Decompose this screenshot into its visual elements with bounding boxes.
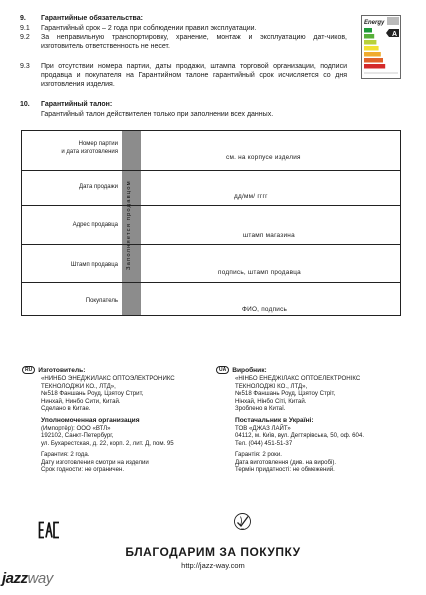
ua-supplier-line: ТОВ «ДЖАЗ ЛАЙТ» [235, 424, 291, 432]
ru-line: №518 Фаншань Роуд, Цзятоу Стрит, [41, 390, 144, 397]
row-divider [22, 205, 400, 206]
ru-org-line: (Импортёр): ООО «ВТЛ» [41, 424, 111, 432]
ru-org-title: Уполномоченная организация [41, 416, 140, 424]
ua-line: №518 Фаншань Роуд, Цзятоу Стріт, [235, 390, 336, 397]
section-10-heading [20, 100, 112, 109]
energy-word: Energy [364, 20, 385, 26]
ru-org-line: 192102, Санкт-Петербург, [41, 432, 114, 439]
ru-org-line: ул. Бухарестская, д. 22, корп. 2, лит. Д, пом. 95 [41, 439, 174, 447]
ru-warranty-line: Дату изготовления смотри на изделии [41, 458, 149, 466]
row-label-buyer: Покупатель [85, 298, 118, 304]
ua-badge: UA [216, 366, 229, 374]
row-hint-seller-stamp: подпись, штамп продавца [218, 269, 301, 276]
energy-bar [364, 52, 381, 57]
energy-bar [364, 46, 379, 51]
ua-line: Зроблено в Китаї. [235, 405, 286, 412]
row-label-sale-date: Дата продажи [79, 184, 118, 190]
logo-part-a: jazz [2, 570, 28, 587]
ua-manufacturer-block [216, 366, 404, 474]
warranty-card-table [21, 130, 401, 316]
warranty-item-text: За неправильную транспортировку, хранение, монтаж и эксплуатацию дат-чиков, изготовитель ответственность не несет. [41, 34, 347, 50]
ua-supplier-line: Тел. (044) 451-51-37 [235, 439, 293, 447]
ru-line: Нинхай, Нинбо Сити, Китай. [41, 397, 121, 405]
row-label-batch: Номер партии и дата изготовления [61, 141, 118, 155]
section-10-subtitle: Гарантийный талон действителен только при заполнении всех данных. [41, 111, 274, 118]
warranty-item [20, 62, 347, 89]
energy-label-icon [361, 15, 401, 79]
energy-bar [364, 28, 372, 33]
ua-conformity-mark-icon [233, 512, 252, 531]
ru-warranty-line: Срок годности: не ограничен. [41, 466, 125, 473]
ua-warranty-line: Гарантія: 2 роки. [235, 451, 282, 458]
row-hint-buyer: ФИО, подпись [242, 306, 288, 313]
ua-warranty-line: Дата виготовлення (див. на виробі). [235, 458, 337, 466]
warranty-item [20, 24, 347, 33]
warranty-item-number: 9.2 [20, 34, 30, 41]
website-link[interactable]: http://jazz-way.com [181, 561, 245, 570]
energy-bar [364, 40, 376, 45]
row-label-seller-address: Адрес продавца [72, 222, 118, 228]
svg-text:•••: ••• [241, 527, 244, 531]
warranty-item-text: Гарантийный срок – 2 года при соблюдении правил эксплуатации. [41, 25, 257, 32]
row-label-seller-stamp: Штамп продавца [70, 262, 118, 268]
warranty-item [20, 33, 347, 51]
ru-warranty-line: Гарантия: 2 года. [41, 451, 90, 458]
energy-bar [364, 58, 383, 63]
energy-class: A [392, 31, 398, 38]
row-divider [22, 282, 400, 283]
ua-line: ТЕКНОЛОДЖІ КО., ЛТД», [235, 382, 308, 390]
energy-bar [364, 34, 374, 39]
section-9-title: Гарантийные обязательства: [41, 15, 143, 22]
ru-badge: RU [22, 366, 35, 374]
warranty-item-number: 9.3 [20, 63, 30, 70]
ua-line: «НІНБО ЕНЕДЖІЛАКС ОПТОЕЛЕКТРОНІКС [235, 375, 361, 382]
ru-manufacturer-title: Изготовитель: [38, 367, 86, 374]
ua-supplier-line: 04112, м. Київ, вул. Дегтярівська, 50, оф. 604. [235, 432, 365, 439]
ua-line: Нінхай, Нінбо Сіті, Китай. [235, 397, 307, 405]
ua-warranty-line: Термін придатності: не обмежений. [235, 466, 335, 473]
ru-line: ТЕКНОЛОДЖИ КО., ЛТД», [41, 382, 116, 390]
thank-you-heading: БЛАГОДАРИМ ЗА ПОКУПКУ [125, 545, 301, 559]
section-9-heading [20, 14, 143, 23]
row-hint-batch: см. на корпусе изделия [226, 154, 301, 161]
warranty-item-text: При отсутствии номера партии, даты продажи, штампа торговой организации, подписи продавца и покупателя на Гарантийном талоне гарантийный срок исчисляется со дня изготовления изделия. [41, 63, 347, 88]
row-divider [22, 244, 400, 245]
eac-text: EAC [38, 519, 41, 520]
ru-manufacturer-block [22, 366, 210, 474]
logo-part-b: way [27, 570, 53, 587]
ru-line: «НИНБО ЭНЕДЖИЛАКС ОПТОЭЛЕКТРОНИКС [41, 375, 175, 382]
row-divider [22, 170, 400, 171]
section-10-number: 10. [20, 101, 30, 108]
row-hint-seller-address: штамп магазина [243, 232, 295, 239]
jazzway-logo [2, 570, 53, 588]
ru-line: Сделано в Китае. [41, 405, 91, 412]
eac-mark-icon [38, 521, 60, 539]
warranty-item-number: 9.1 [20, 25, 30, 32]
seller-fill-strip-text: Заполняется продавцом [126, 180, 132, 270]
row-hint-sale-date: дд/мм/ гггг [234, 193, 268, 200]
section-10-title: Гарантийный талон: [41, 101, 113, 108]
section-9-number: 9. [20, 15, 26, 22]
ua-manufacturer-title: Виробник: [232, 367, 267, 374]
energy-bar [364, 64, 385, 69]
ua-supplier-title: Постачальник в Україні: [235, 416, 314, 424]
